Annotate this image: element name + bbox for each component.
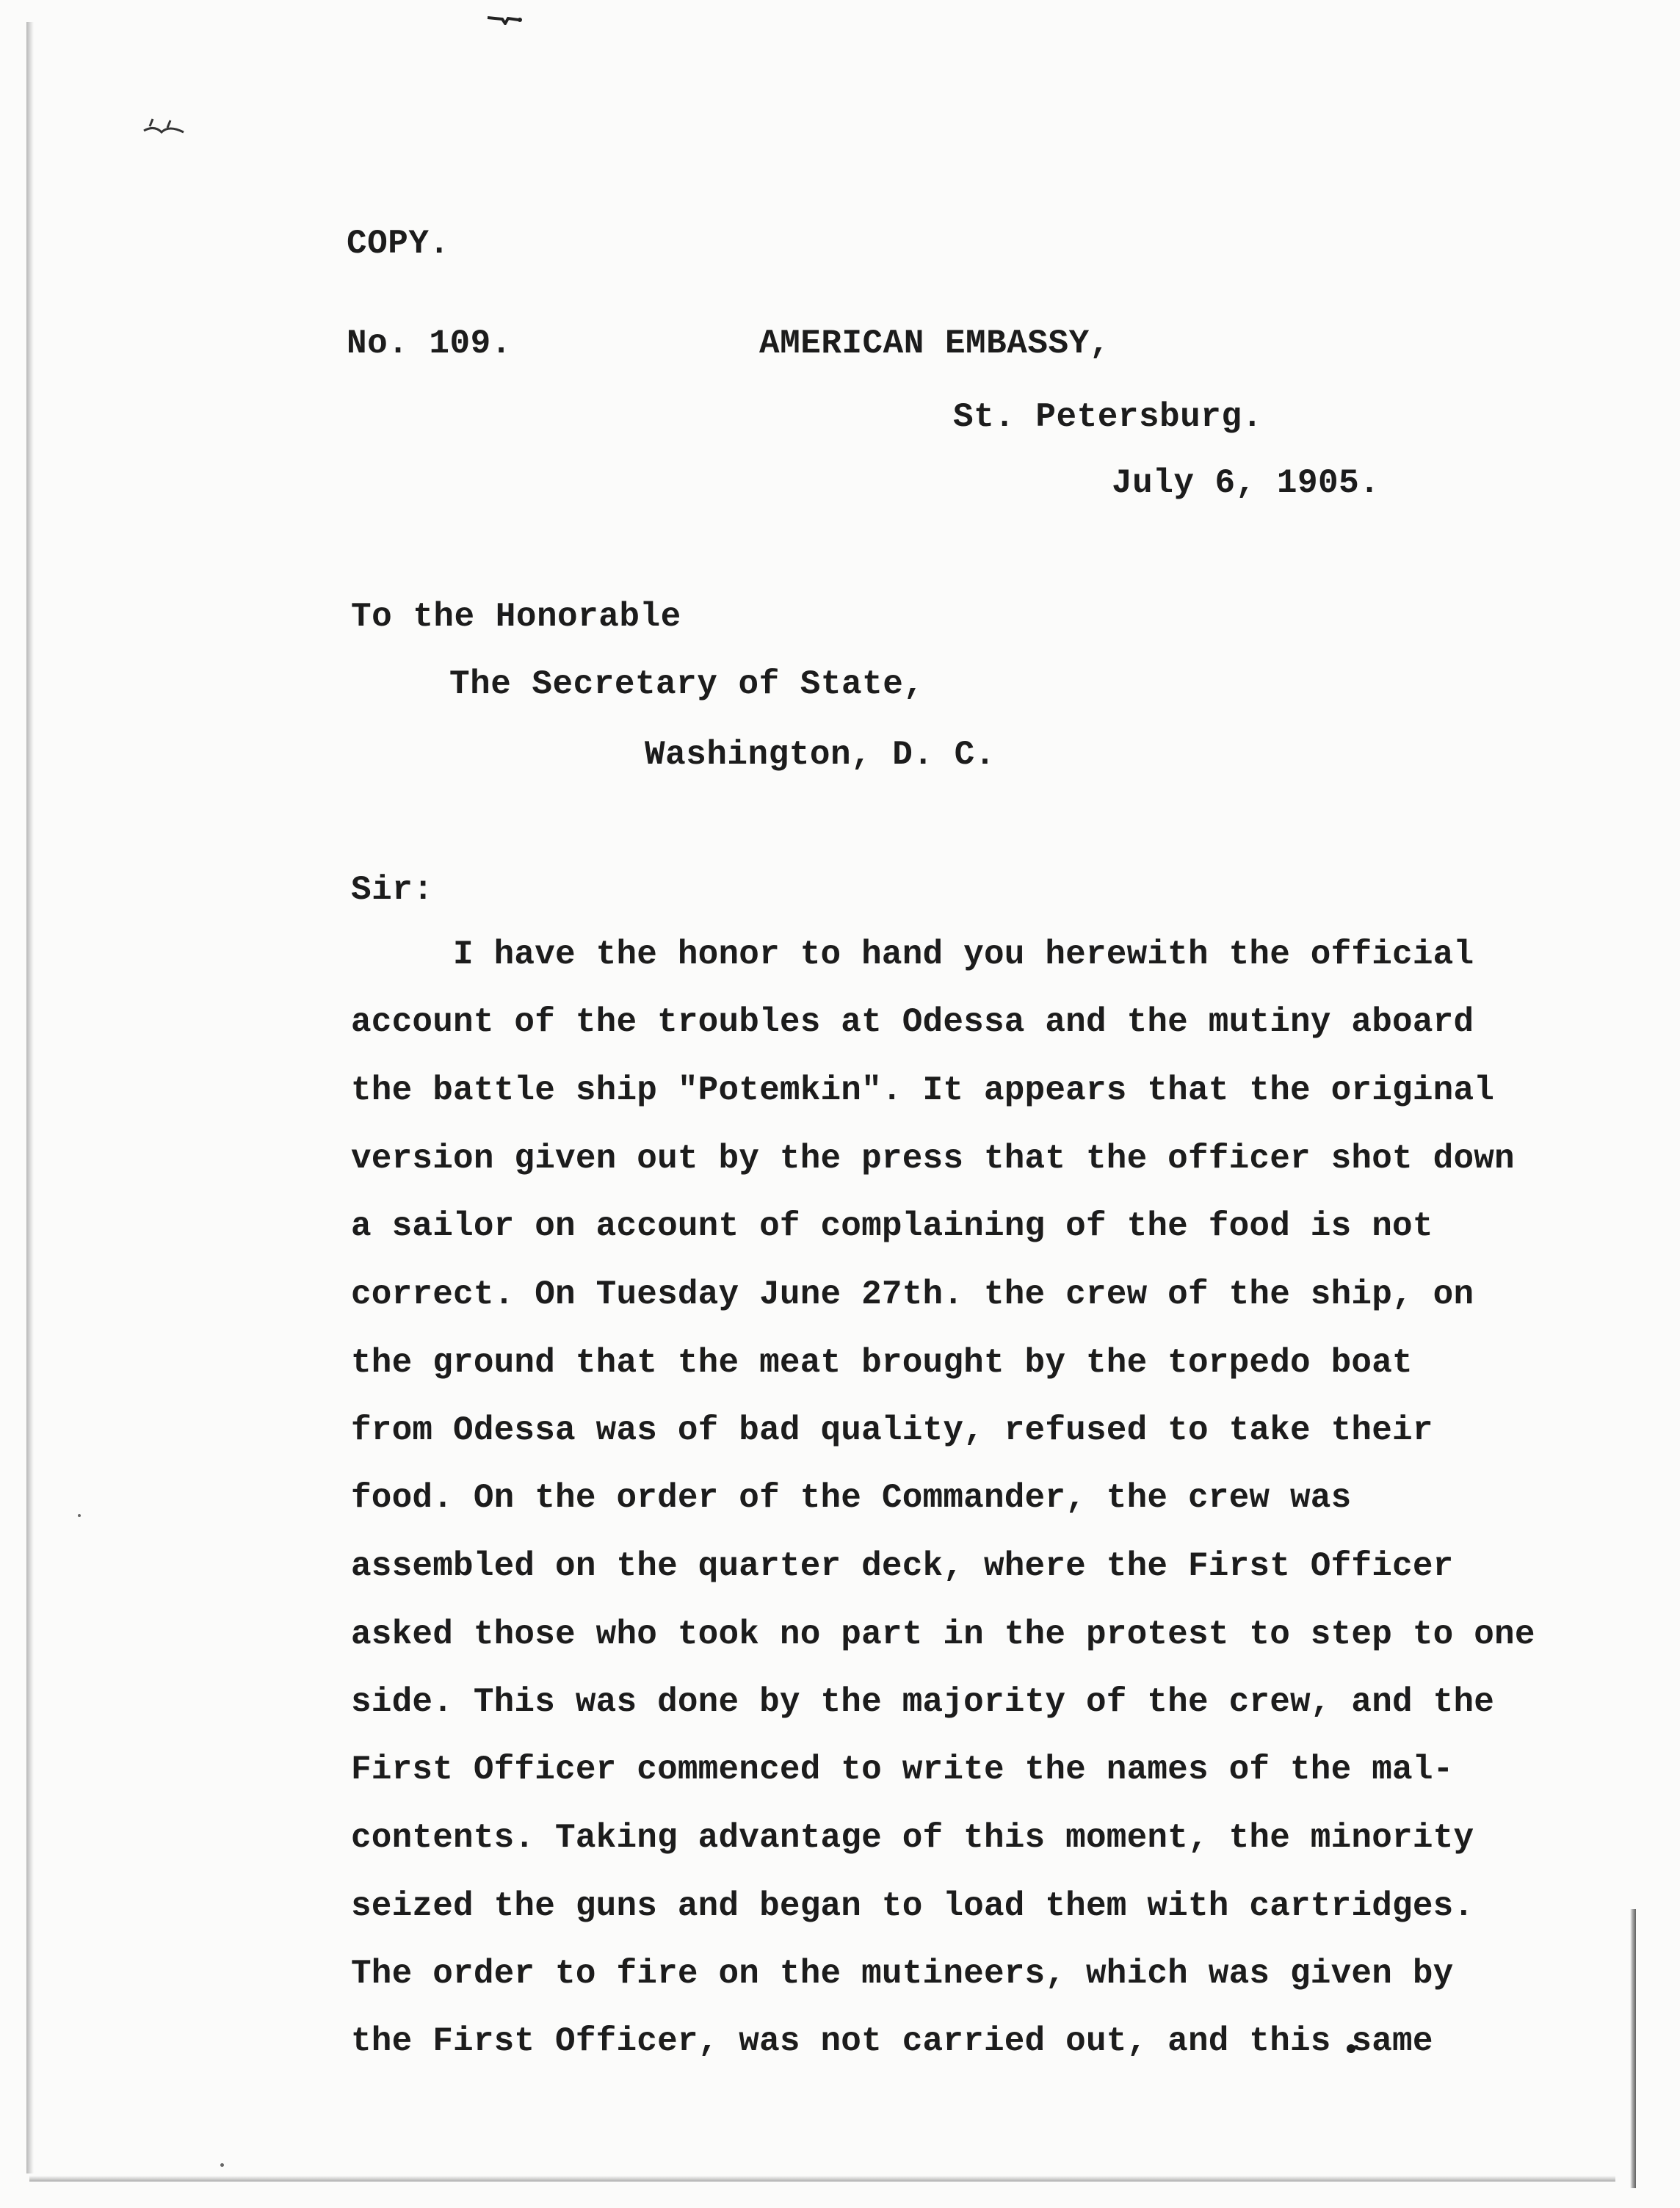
body-line: I have the honor to hand you herewith the official [351,935,1474,974]
page-edge-left [26,22,34,2173]
page-edge-bottom [29,2176,1615,2182]
body-line: the First Officer, was not carried out, and this same [351,2022,1433,2060]
body-line: account of the troubles at Odessa and the mutiny aboard [351,1003,1474,1041]
body-line: the battle ship "Potemkin". It appears that the original [351,1071,1495,1110]
body-line: correct. On Tuesday June 27th. the crew of the ship, on [351,1275,1474,1314]
body-line: food. On the order of the Commander, the crew was [351,1479,1352,1517]
top-ink-mark [486,15,523,25]
sender-city: St. Petersburg. [953,398,1263,436]
body-line: seized the guns and began to load them with cartridges. [351,1887,1474,1925]
addressee-line: Washington, D. C. [645,736,996,774]
body-line: side. This was done by the majority of the crew, and the [351,1683,1495,1721]
copy-label: COPY. [347,225,450,263]
body-line: assembled on the quarter deck, where the First Officer [351,1547,1454,1585]
addressee-line: To the Honorable [351,598,681,636]
ink-speck [220,2163,224,2167]
body-line: First Officer commenced to write the names of the mal- [351,1751,1454,1789]
body-line: the ground that the meat brought by the torpedo boat [351,1344,1413,1382]
body-line: asked those who took no part in the protest to step to one [351,1615,1535,1654]
body-line: version given out by the press that the officer shot down [351,1140,1515,1178]
handwritten-mark [140,110,191,140]
salutation: Sir: [351,871,434,909]
addressee-line: The Secretary of State, [449,665,924,703]
sender-heading: AMERICAN EMBASSY, [759,325,1110,363]
body-line: from Odessa was of bad quality, refused to take their [351,1411,1433,1449]
document-date: July 6, 1905. [1112,464,1380,502]
body-line: contents. Taking advantage of this moment, the minority [351,1819,1474,1857]
document-number: No. 109. [347,325,512,363]
body-line: a sailor on account of complaining of the food is not [351,1207,1433,1245]
page-edge-right [1630,1909,1636,2188]
body-line: The order to fire on the mutineers, which was given by [351,1955,1454,1993]
ink-speck [78,1514,81,1517]
